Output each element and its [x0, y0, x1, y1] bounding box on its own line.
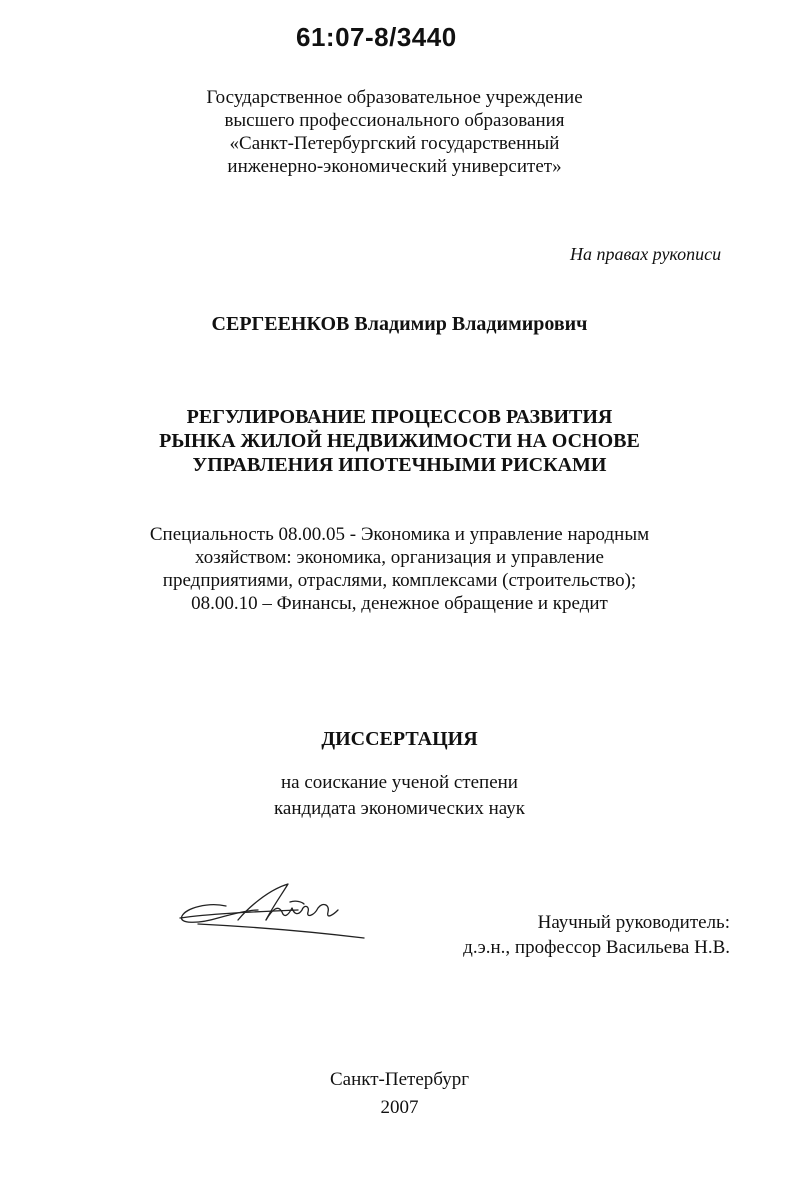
- institution-line: «Санкт-Петербургский государственный: [229, 133, 560, 154]
- specialty-line: предприятиями, отраслями, комплексами (строительство);: [162, 570, 637, 591]
- place-and-year: [0, 1066, 799, 1122]
- year: 2007: [380, 1097, 419, 1118]
- supervisor-label: Научный руководитель:: [537, 912, 730, 933]
- degree-block: [0, 770, 799, 822]
- specialty-line: 08.00.10 – Финансы, денежное обращение и кредит: [191, 593, 608, 614]
- degree-line: кандидата экономических наук: [273, 798, 526, 819]
- title-line: РЫНКА ЖИЛОЙ НЕДВИЖИМОСТИ НА ОСНОВЕ: [159, 430, 640, 452]
- supervisor-name: д.э.н., профессор Васильева Н.В.: [463, 937, 730, 958]
- specialty-block: [0, 523, 799, 615]
- specialty-line: хозяйством: экономика, организация и управление: [194, 547, 604, 568]
- archive-stamp: 61:07-8/3440: [296, 22, 457, 52]
- specialty-line: Специальность 08.00.05 - Экономика и управление народным: [149, 524, 650, 545]
- city: Санкт-Петербург: [329, 1069, 469, 1090]
- handwritten-signature: [178, 880, 368, 942]
- degree-line: на соискание ученой степени: [281, 772, 518, 793]
- document-type: ДИССЕРТАЦИЯ: [321, 728, 478, 750]
- institution-line: инженерно-экономический университет»: [227, 156, 562, 177]
- institution-line: Государственное образовательное учреждение: [206, 87, 583, 108]
- institution-line: высшего профессионального образования: [224, 110, 565, 131]
- author-name: СЕРГЕЕНКОВ Владимир Владимирович: [211, 313, 588, 335]
- dissertation-title: [0, 405, 799, 477]
- manuscript-note: На правах рукописи: [570, 244, 722, 264]
- title-line: РЕГУЛИРОВАНИЕ ПРОЦЕССОВ РАЗВИТИЯ: [186, 406, 613, 428]
- title-line: УПРАВЛЕНИЯ ИПОТЕЧНЫМИ РИСКАМИ: [192, 454, 607, 476]
- supervisor-block: [462, 910, 730, 960]
- institution-header: [0, 86, 799, 178]
